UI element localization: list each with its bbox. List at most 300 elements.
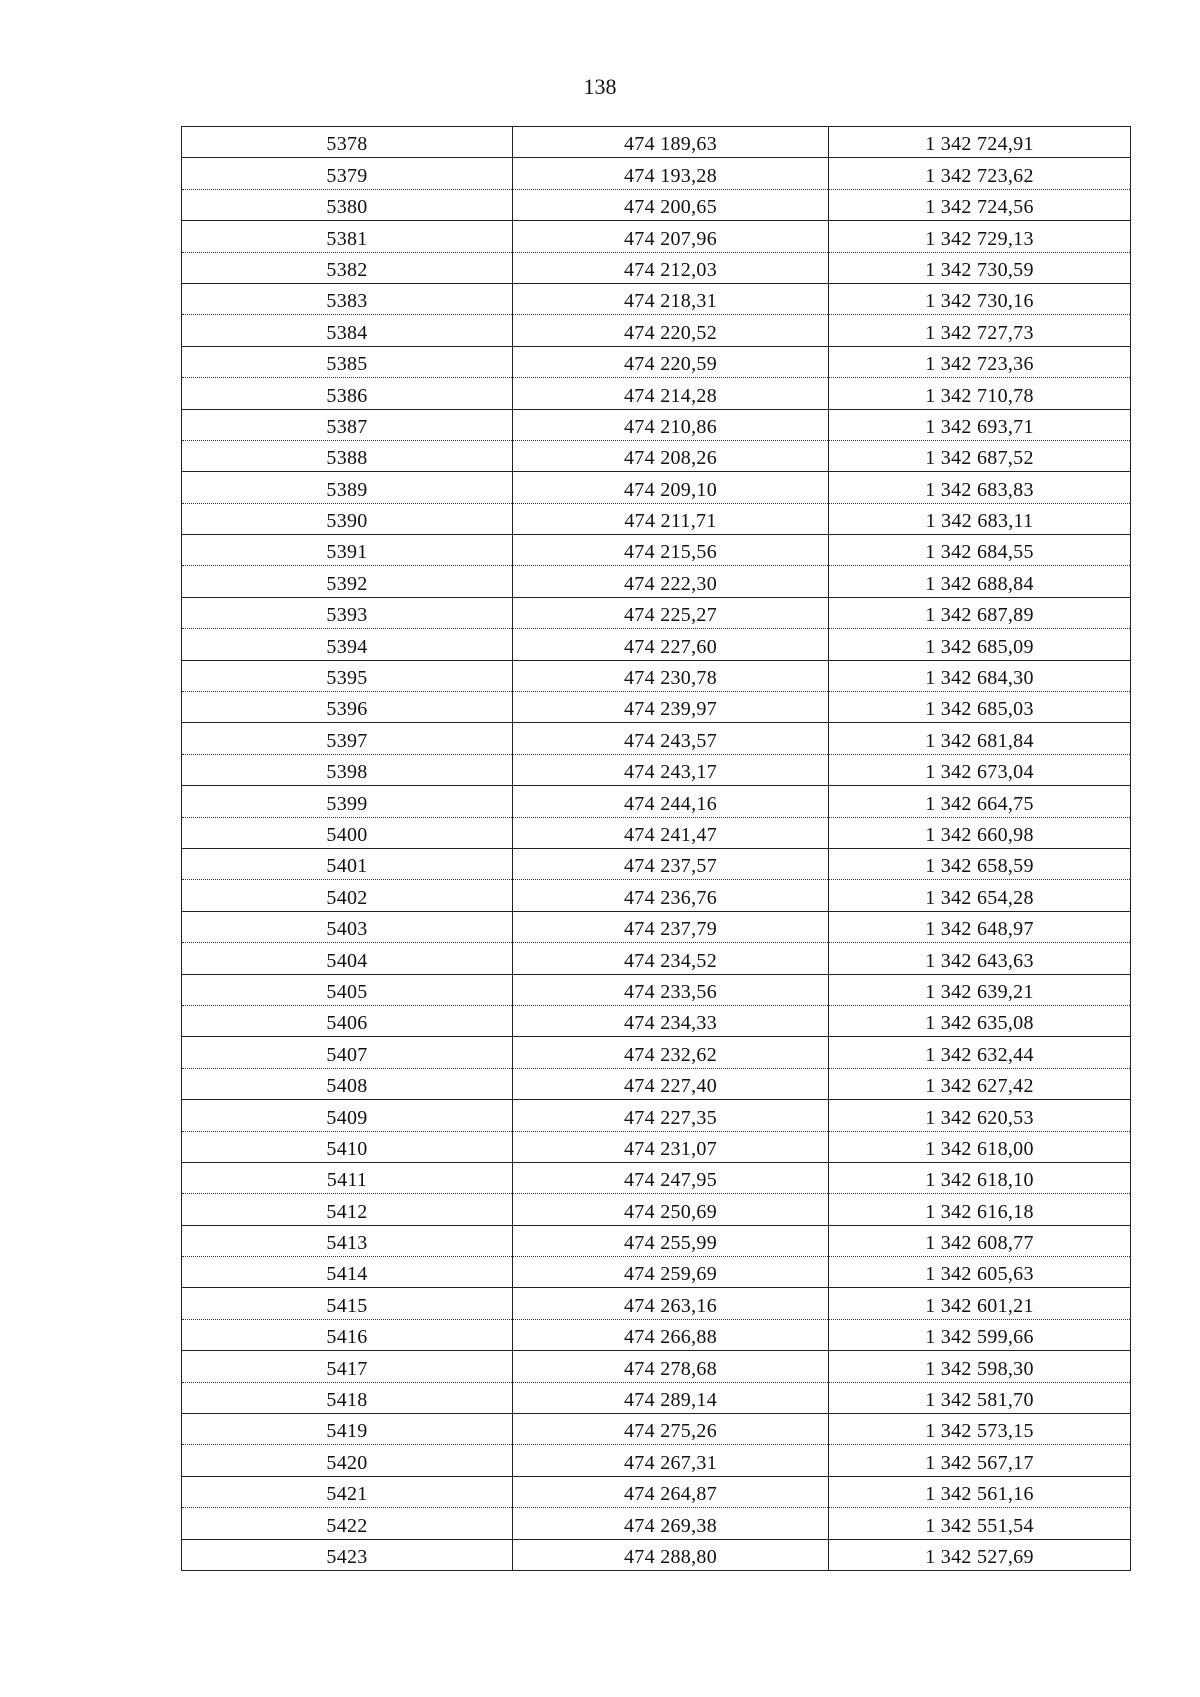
- cell-text: 5406: [326, 1012, 368, 1035]
- cell-text: 5396: [326, 698, 368, 721]
- point-number-cell: [182, 189, 513, 220]
- point-number-cell: [182, 1005, 513, 1036]
- table-row: [182, 848, 1131, 879]
- table-row: [182, 1100, 1131, 1131]
- cell-text: 474 269,38: [624, 1514, 717, 1537]
- point-number-cell: [182, 597, 513, 628]
- point-number-cell: [182, 1476, 513, 1507]
- x-coordinate-cell: [513, 378, 829, 409]
- cell-text: 5404: [326, 949, 368, 972]
- point-number-cell: [182, 817, 513, 848]
- table-row: [182, 629, 1131, 660]
- x-coordinate-cell: [513, 346, 829, 377]
- table-row: [182, 252, 1131, 283]
- point-number-cell: [182, 1539, 513, 1570]
- cell-text: 474 211,71: [624, 510, 717, 533]
- cell-text: 5420: [326, 1451, 368, 1474]
- x-coordinate-cell: [513, 754, 829, 785]
- cell-text: 1 342 687,52: [925, 447, 1034, 470]
- y-coordinate-cell: [829, 1037, 1131, 1068]
- x-coordinate-cell: [513, 283, 829, 314]
- x-coordinate-cell: [513, 566, 829, 597]
- table-row: [182, 1351, 1131, 1382]
- cell-text: 1 342 724,91: [925, 133, 1034, 156]
- cell-text: 1 342 688,84: [925, 572, 1034, 595]
- cell-text: 5414: [326, 1263, 368, 1286]
- coordinates-table: [181, 126, 1131, 1571]
- table-row: [182, 1288, 1131, 1319]
- y-coordinate-cell: [829, 1445, 1131, 1476]
- x-coordinate-cell: [513, 1445, 829, 1476]
- cell-text: 5389: [326, 478, 368, 501]
- cell-text: 1 342 648,97: [925, 918, 1034, 941]
- cell-text: 474 212,03: [624, 258, 717, 281]
- x-coordinate-cell: [513, 1162, 829, 1193]
- y-coordinate-cell: [829, 1131, 1131, 1162]
- cell-text: 474 233,56: [624, 980, 717, 1003]
- y-coordinate-cell: [829, 786, 1131, 817]
- cell-text: 5387: [326, 415, 368, 438]
- cell-text: 5411: [326, 1169, 368, 1192]
- y-coordinate-cell: [829, 315, 1131, 346]
- point-number-cell: [182, 503, 513, 534]
- cell-text: 1 342 683,83: [925, 478, 1034, 501]
- cell-text: 5393: [326, 604, 368, 627]
- cell-text: 474 208,26: [624, 447, 717, 470]
- x-coordinate-cell: [513, 692, 829, 723]
- cell-text: 474 207,96: [624, 227, 717, 250]
- cell-text: 1 342 685,03: [925, 698, 1034, 721]
- table-row: [182, 1068, 1131, 1099]
- x-coordinate-cell: [513, 1037, 829, 1068]
- x-coordinate-cell: [513, 1005, 829, 1036]
- y-coordinate-cell: [829, 472, 1131, 503]
- table-row: [182, 566, 1131, 597]
- cell-text: 5422: [326, 1514, 368, 1537]
- x-coordinate-cell: [513, 1476, 829, 1507]
- point-number-cell: [182, 1288, 513, 1319]
- point-number-cell: [182, 1037, 513, 1068]
- cell-text: 5423: [326, 1545, 368, 1568]
- cell-text: 474 215,56: [624, 541, 717, 564]
- y-coordinate-cell: [829, 911, 1131, 942]
- cell-text: 1 342 687,89: [925, 604, 1034, 627]
- cell-text: 5382: [326, 258, 368, 281]
- table-row: [182, 409, 1131, 440]
- cell-text: 5400: [326, 823, 368, 846]
- cell-text: 474 234,33: [624, 1012, 717, 1035]
- cell-text: 474 225,27: [624, 604, 717, 627]
- point-number-cell: [182, 1131, 513, 1162]
- cell-text: 1 342 654,28: [925, 886, 1034, 909]
- cell-text: 474 239,97: [624, 698, 717, 721]
- x-coordinate-cell: [513, 786, 829, 817]
- cell-text: 5398: [326, 761, 368, 784]
- point-number-cell: [182, 1194, 513, 1225]
- cell-text: 5417: [326, 1357, 368, 1380]
- table-row: [182, 723, 1131, 754]
- point-number-cell: [182, 535, 513, 566]
- y-coordinate-cell: [829, 880, 1131, 911]
- cell-text: 474 227,35: [624, 1106, 717, 1129]
- cell-text: 5380: [326, 196, 368, 219]
- y-coordinate-cell: [829, 1382, 1131, 1413]
- cell-text: 474 220,59: [624, 353, 717, 376]
- point-number-cell: [182, 1382, 513, 1413]
- cell-text: 1 342 601,21: [925, 1294, 1034, 1317]
- y-coordinate-cell: [829, 566, 1131, 597]
- point-number-cell: [182, 660, 513, 691]
- table-row: [182, 535, 1131, 566]
- table-row: [182, 911, 1131, 942]
- y-coordinate-cell: [829, 848, 1131, 879]
- cell-text: 1 342 683,11: [925, 510, 1034, 533]
- x-coordinate-cell: [513, 1539, 829, 1570]
- point-number-cell: [182, 252, 513, 283]
- x-coordinate-cell: [513, 1194, 829, 1225]
- cell-text: 1 342 684,30: [925, 667, 1034, 690]
- cell-text: 5403: [326, 918, 368, 941]
- table-row: [182, 974, 1131, 1005]
- point-number-cell: [182, 1225, 513, 1256]
- point-number-cell: [182, 692, 513, 723]
- table-row: [182, 1037, 1131, 1068]
- y-coordinate-cell: [829, 283, 1131, 314]
- cell-text: 5418: [326, 1389, 368, 1412]
- cell-text: 1 342 664,75: [925, 792, 1034, 815]
- coordinates-table-body: [182, 127, 1131, 1571]
- cell-text: 474 234,52: [624, 949, 717, 972]
- point-number-cell: [182, 1414, 513, 1445]
- cell-text: 1 342 685,09: [925, 635, 1034, 658]
- cell-text: 1 342 710,78: [925, 384, 1034, 407]
- cell-text: 474 289,14: [624, 1389, 717, 1412]
- cell-text: 5419: [326, 1420, 368, 1443]
- point-number-cell: [182, 158, 513, 189]
- cell-text: 1 342 598,30: [925, 1357, 1034, 1380]
- cell-text: 1 342 684,55: [925, 541, 1034, 564]
- point-number-cell: [182, 346, 513, 377]
- point-number-cell: [182, 1508, 513, 1539]
- cell-text: 1 342 727,73: [925, 321, 1034, 344]
- y-coordinate-cell: [829, 597, 1131, 628]
- table-row: [182, 1539, 1131, 1570]
- y-coordinate-cell: [829, 1068, 1131, 1099]
- cell-text: 1 342 723,36: [925, 353, 1034, 376]
- x-coordinate-cell: [513, 221, 829, 252]
- point-number-cell: [182, 1445, 513, 1476]
- x-coordinate-cell: [513, 660, 829, 691]
- y-coordinate-cell: [829, 252, 1131, 283]
- x-coordinate-cell: [513, 1351, 829, 1382]
- cell-text: 474 237,79: [624, 918, 717, 941]
- y-coordinate-cell: [829, 817, 1131, 848]
- point-number-cell: [182, 848, 513, 879]
- cell-text: 5415: [326, 1294, 368, 1317]
- cell-text: 5416: [326, 1326, 368, 1349]
- table-row: [182, 1194, 1131, 1225]
- cell-text: 1 342 723,62: [925, 164, 1034, 187]
- cell-text: 1 342 724,56: [925, 196, 1034, 219]
- cell-text: 474 263,16: [624, 1294, 717, 1317]
- cell-text: 474 214,28: [624, 384, 717, 407]
- table-row: [182, 660, 1131, 691]
- point-number-cell: [182, 911, 513, 942]
- table-row: [182, 283, 1131, 314]
- cell-text: 5383: [326, 290, 368, 313]
- cell-text: 474 227,60: [624, 635, 717, 658]
- table-row: [182, 315, 1131, 346]
- cell-text: 1 342 660,98: [925, 823, 1034, 846]
- y-coordinate-cell: [829, 723, 1131, 754]
- cell-text: 474 243,17: [624, 761, 717, 784]
- cell-text: 5378: [326, 133, 368, 156]
- point-number-cell: [182, 472, 513, 503]
- cell-text: 5408: [326, 1075, 368, 1098]
- point-number-cell: [182, 880, 513, 911]
- cell-text: 5379: [326, 164, 368, 187]
- cell-text: 5391: [326, 541, 368, 564]
- y-coordinate-cell: [829, 629, 1131, 660]
- x-coordinate-cell: [513, 1319, 829, 1350]
- cell-text: 5405: [326, 980, 368, 1003]
- x-coordinate-cell: [513, 1225, 829, 1256]
- table-row: [182, 1162, 1131, 1193]
- point-number-cell: [182, 786, 513, 817]
- table-row: [182, 189, 1131, 220]
- cell-text: 474 218,31: [624, 290, 717, 313]
- y-coordinate-cell: [829, 503, 1131, 534]
- table-row: [182, 817, 1131, 848]
- table-row: [182, 754, 1131, 785]
- x-coordinate-cell: [513, 503, 829, 534]
- cell-text: 5410: [326, 1137, 368, 1160]
- cell-text: 5394: [326, 635, 368, 658]
- cell-text: 1 342 681,84: [925, 729, 1034, 752]
- cell-text: 474 278,68: [624, 1357, 717, 1380]
- point-number-cell: [182, 566, 513, 597]
- cell-text: 1 342 567,17: [925, 1451, 1034, 1474]
- cell-text: 5384: [326, 321, 368, 344]
- cell-text: 1 342 673,04: [925, 761, 1034, 784]
- x-coordinate-cell: [513, 1414, 829, 1445]
- cell-text: 1 342 561,16: [925, 1483, 1034, 1506]
- cell-text: 474 266,88: [624, 1326, 717, 1349]
- x-coordinate-cell: [513, 880, 829, 911]
- x-coordinate-cell: [513, 1100, 829, 1131]
- y-coordinate-cell: [829, 189, 1131, 220]
- point-number-cell: [182, 1100, 513, 1131]
- y-coordinate-cell: [829, 974, 1131, 1005]
- cell-text: 474 288,80: [624, 1545, 717, 1568]
- y-coordinate-cell: [829, 409, 1131, 440]
- cell-text: 1 342 635,08: [925, 1012, 1034, 1035]
- x-coordinate-cell: [513, 1508, 829, 1539]
- table-row: [182, 1131, 1131, 1162]
- x-coordinate-cell: [513, 629, 829, 660]
- cell-text: 474 259,69: [624, 1263, 717, 1286]
- y-coordinate-cell: [829, 346, 1131, 377]
- cell-text: 1 342 616,18: [925, 1200, 1034, 1223]
- cell-text: 1 342 527,69: [925, 1545, 1034, 1568]
- table-row: [182, 1005, 1131, 1036]
- point-number-cell: [182, 409, 513, 440]
- cell-text: 1 342 730,16: [925, 290, 1034, 313]
- table-row: [182, 1476, 1131, 1507]
- y-coordinate-cell: [829, 221, 1131, 252]
- page-number: 138: [583, 74, 617, 99]
- table-row: [182, 346, 1131, 377]
- y-coordinate-cell: [829, 1100, 1131, 1131]
- point-number-cell: [182, 440, 513, 471]
- point-number-cell: [182, 1162, 513, 1193]
- cell-text: 1 342 573,15: [925, 1420, 1034, 1443]
- point-number-cell: [182, 283, 513, 314]
- y-coordinate-cell: [829, 158, 1131, 189]
- cell-text: 5386: [326, 384, 368, 407]
- table-row: [182, 1382, 1131, 1413]
- x-coordinate-cell: [513, 315, 829, 346]
- x-coordinate-cell: [513, 911, 829, 942]
- point-number-cell: [182, 1257, 513, 1288]
- point-number-cell: [182, 1068, 513, 1099]
- point-number-cell: [182, 754, 513, 785]
- table-row: [182, 158, 1131, 189]
- cell-text: 1 342 618,10: [925, 1169, 1034, 1192]
- x-coordinate-cell: [513, 472, 829, 503]
- table-row: [182, 880, 1131, 911]
- cell-text: 5409: [326, 1106, 368, 1129]
- point-number-cell: [182, 127, 513, 158]
- x-coordinate-cell: [513, 127, 829, 158]
- cell-text: 474 255,99: [624, 1232, 717, 1255]
- cell-text: 5402: [326, 886, 368, 909]
- table-row: [182, 503, 1131, 534]
- x-coordinate-cell: [513, 817, 829, 848]
- table-row: [182, 786, 1131, 817]
- y-coordinate-cell: [829, 127, 1131, 158]
- table-row: [182, 378, 1131, 409]
- y-coordinate-cell: [829, 943, 1131, 974]
- y-coordinate-cell: [829, 1508, 1131, 1539]
- table-row: [182, 597, 1131, 628]
- cell-text: 474 227,40: [624, 1075, 717, 1098]
- cell-text: 5399: [326, 792, 368, 815]
- y-coordinate-cell: [829, 1351, 1131, 1382]
- cell-text: 5395: [326, 667, 368, 690]
- x-coordinate-cell: [513, 440, 829, 471]
- table-row: [182, 221, 1131, 252]
- cell-text: 1 342 581,70: [925, 1389, 1034, 1412]
- cell-text: 1 342 608,77: [925, 1232, 1034, 1255]
- cell-text: 474 264,87: [624, 1483, 717, 1506]
- cell-text: 1 342 632,44: [925, 1043, 1034, 1066]
- point-number-cell: [182, 723, 513, 754]
- cell-text: 1 342 643,63: [925, 949, 1034, 972]
- cell-text: 1 342 729,13: [925, 227, 1034, 250]
- y-coordinate-cell: [829, 692, 1131, 723]
- cell-text: 474 232,62: [624, 1043, 717, 1066]
- cell-text: 474 189,63: [624, 133, 717, 156]
- cell-text: 1 342 551,54: [925, 1514, 1034, 1537]
- cell-text: 1 342 605,63: [925, 1263, 1034, 1286]
- cell-text: 5390: [326, 510, 368, 533]
- y-coordinate-cell: [829, 754, 1131, 785]
- table-row: [182, 1319, 1131, 1350]
- y-coordinate-cell: [829, 1225, 1131, 1256]
- point-number-cell: [182, 1351, 513, 1382]
- cell-text: 474 267,31: [624, 1451, 717, 1474]
- x-coordinate-cell: [513, 1257, 829, 1288]
- cell-text: 474 193,28: [624, 164, 717, 187]
- cell-text: 1 342 730,59: [925, 258, 1034, 281]
- y-coordinate-cell: [829, 378, 1131, 409]
- cell-text: 474 209,10: [624, 478, 717, 501]
- cell-text: 474 243,57: [624, 729, 717, 752]
- cell-text: 1 342 693,71: [925, 415, 1034, 438]
- y-coordinate-cell: [829, 535, 1131, 566]
- cell-text: 474 241,47: [624, 823, 717, 846]
- x-coordinate-cell: [513, 1288, 829, 1319]
- cell-text: 474 250,69: [624, 1200, 717, 1223]
- x-coordinate-cell: [513, 189, 829, 220]
- y-coordinate-cell: [829, 1257, 1131, 1288]
- x-coordinate-cell: [513, 1131, 829, 1162]
- cell-text: 1 342 599,66: [925, 1326, 1034, 1349]
- cell-text: 474 230,78: [624, 667, 717, 690]
- cell-text: 5413: [326, 1232, 368, 1255]
- cell-text: 1 342 618,00: [925, 1137, 1034, 1160]
- cell-text: 1 342 658,59: [925, 855, 1034, 878]
- cell-text: 5401: [326, 855, 368, 878]
- table-row: [182, 127, 1131, 158]
- table-row: [182, 692, 1131, 723]
- table-row: [182, 1414, 1131, 1445]
- x-coordinate-cell: [513, 723, 829, 754]
- cell-text: 5388: [326, 447, 368, 470]
- y-coordinate-cell: [829, 440, 1131, 471]
- x-coordinate-cell: [513, 535, 829, 566]
- point-number-cell: [182, 1319, 513, 1350]
- cell-text: 5397: [326, 729, 368, 752]
- cell-text: 474 220,52: [624, 321, 717, 344]
- point-number-cell: [182, 315, 513, 346]
- y-coordinate-cell: [829, 660, 1131, 691]
- x-coordinate-cell: [513, 1068, 829, 1099]
- cell-text: 474 244,16: [624, 792, 717, 815]
- x-coordinate-cell: [513, 974, 829, 1005]
- y-coordinate-cell: [829, 1319, 1131, 1350]
- cell-text: 474 236,76: [624, 886, 717, 909]
- table-row: [182, 1225, 1131, 1256]
- table-row: [182, 1445, 1131, 1476]
- cell-text: 5385: [326, 353, 368, 376]
- cell-text: 474 231,07: [624, 1137, 717, 1160]
- cell-text: 5407: [326, 1043, 368, 1066]
- x-coordinate-cell: [513, 1382, 829, 1413]
- cell-text: 474 200,65: [624, 196, 717, 219]
- cell-text: 474 275,26: [624, 1420, 717, 1443]
- table-row: [182, 1508, 1131, 1539]
- cell-text: 5392: [326, 572, 368, 595]
- y-coordinate-cell: [829, 1476, 1131, 1507]
- y-coordinate-cell: [829, 1194, 1131, 1225]
- table-row: [182, 1257, 1131, 1288]
- cell-text: 1 342 627,42: [925, 1075, 1034, 1098]
- x-coordinate-cell: [513, 943, 829, 974]
- x-coordinate-cell: [513, 597, 829, 628]
- x-coordinate-cell: [513, 409, 829, 440]
